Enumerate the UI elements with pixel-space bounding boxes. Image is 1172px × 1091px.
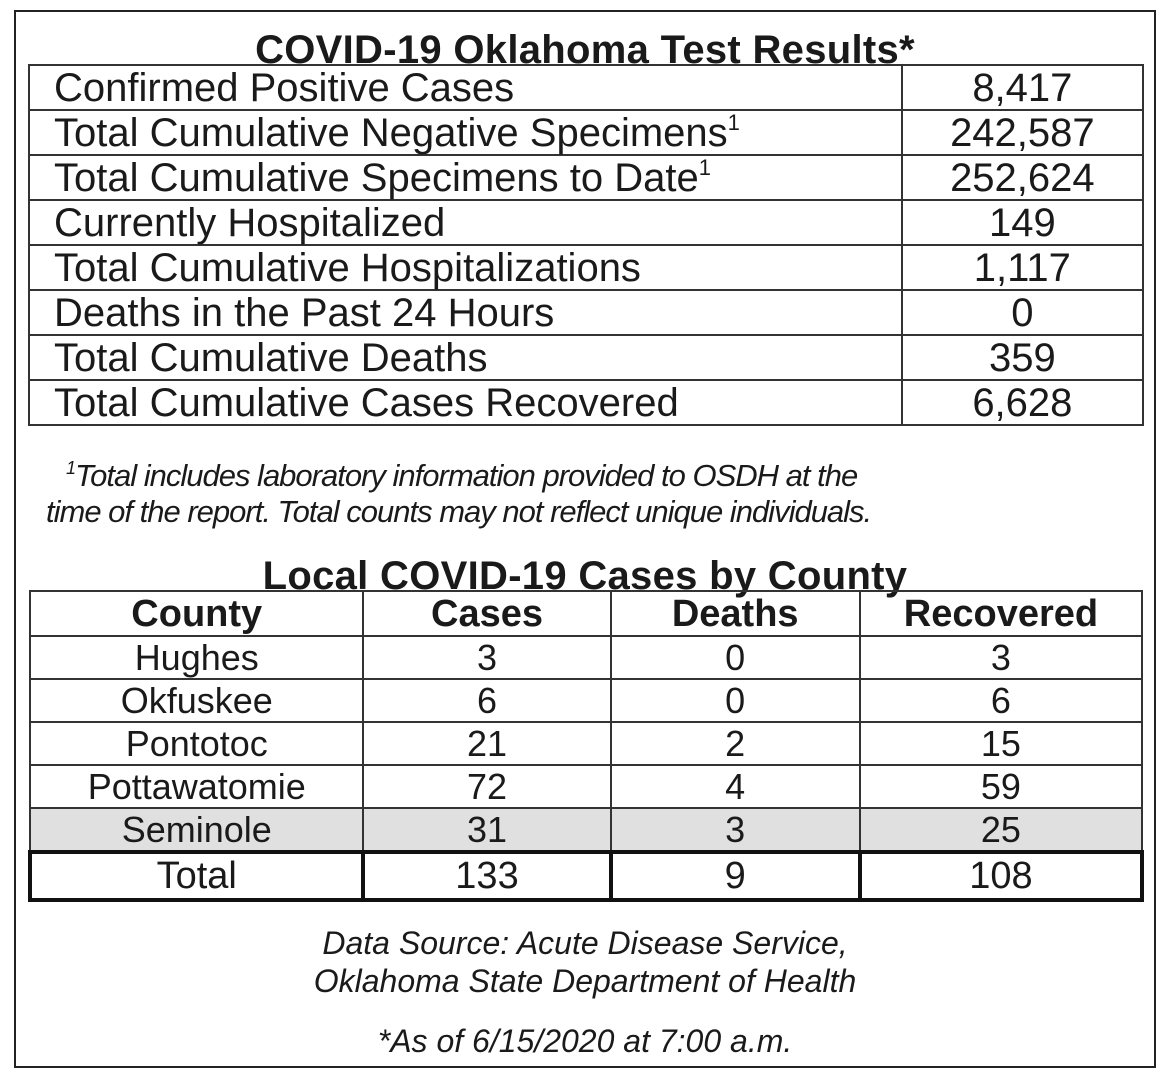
data-source (16, 924, 1154, 1000)
results-label: Currently Hospitalized (29, 200, 902, 245)
results-row (29, 245, 1143, 290)
results-row (29, 290, 1143, 335)
results-label: Total Cumulative Hospitalizations (29, 245, 902, 290)
total-recovered: 108 (860, 852, 1142, 900)
results-value: 359 (902, 335, 1143, 380)
county-recovered: 25 (860, 808, 1142, 852)
county-row (30, 765, 1142, 808)
county-row (30, 636, 1142, 679)
county-cases: 21 (363, 722, 610, 765)
results-value: 242,587 (902, 110, 1143, 155)
footnote-line: time of the report. Total counts may not reflect unique individuals. (46, 494, 872, 529)
county-header-row (30, 591, 1142, 636)
results-title: COVID-19 Oklahoma Test Results* (255, 28, 915, 72)
total-label: Total (30, 852, 363, 900)
column-header-recovered: Recovered (860, 591, 1142, 636)
county-row (30, 722, 1142, 765)
county-row-highlighted (30, 808, 1142, 852)
county-cases: 3 (363, 636, 610, 679)
results-label: Total Cumulative Deaths (29, 335, 902, 380)
footnote-marker: 1 (727, 109, 740, 135)
results-row (29, 65, 1143, 110)
results-label: Total Cumulative Negative Specimens$^1$ (29, 110, 902, 155)
county-deaths: 0 (611, 636, 860, 679)
county-recovered: 59 (860, 765, 1142, 808)
results-value: 8,417 (902, 65, 1143, 110)
footnote-marker: 1 (66, 458, 76, 478)
report-frame (14, 10, 1156, 1068)
data-source-line: Data Source: Acute Disease Service, (322, 925, 848, 961)
column-header-deaths: Deaths (611, 591, 860, 636)
results-value: 252,624 (902, 155, 1143, 200)
county-cases: 6 (363, 679, 610, 722)
results-value: 1,117 (902, 245, 1143, 290)
county-recovered: 3 (860, 636, 1142, 679)
column-header-county: County (30, 591, 363, 636)
county-deaths: 3 (611, 808, 860, 852)
county-recovered: 15 (860, 722, 1142, 765)
column-header-cases: Cases (363, 591, 610, 636)
results-value: 149 (902, 200, 1143, 245)
county-total-row (30, 852, 1142, 900)
county-deaths: 4 (611, 765, 860, 808)
results-value: 0 (902, 290, 1143, 335)
county-recovered: 6 (860, 679, 1142, 722)
county-deaths: 2 (611, 722, 860, 765)
county-deaths: 0 (611, 679, 860, 722)
data-source-line: Oklahoma State Department of Health (313, 963, 857, 999)
total-deaths: 9 (611, 852, 860, 900)
test-results-table (28, 64, 1144, 426)
results-row (29, 335, 1143, 380)
results-label: Confirmed Positive Cases (29, 65, 902, 110)
footnote-marker: 1 (698, 154, 711, 180)
county-table (28, 590, 1144, 902)
county-name: Pontotoc (30, 722, 363, 765)
results-label: Total Cumulative Specimens to Date$^1$ (29, 155, 902, 200)
as-of-date: *As of 6/15/2020 at 7:00 a.m. (377, 1023, 793, 1059)
county-name: Pottawatomie (30, 765, 363, 808)
results-row (29, 380, 1143, 425)
results-label: Deaths in the Past 24 Hours (29, 290, 902, 335)
results-row (29, 155, 1143, 200)
results-value: 6,628 (902, 380, 1143, 425)
county-cases: 31 (363, 808, 610, 852)
county-row (30, 679, 1142, 722)
county-name: Okfuskee (30, 679, 363, 722)
footnote (46, 458, 1106, 530)
county-title: Local COVID-19 Cases by County (262, 554, 908, 598)
county-cases: 72 (363, 765, 610, 808)
footnote-line: Total includes laboratory information provided to OSDH at the (75, 458, 858, 493)
results-row (29, 110, 1143, 155)
county-name: Hughes (30, 636, 363, 679)
county-name: Seminole (30, 808, 363, 852)
results-label: Total Cumulative Cases Recovered (29, 380, 902, 425)
results-row (29, 200, 1143, 245)
total-cases: 133 (363, 852, 610, 900)
